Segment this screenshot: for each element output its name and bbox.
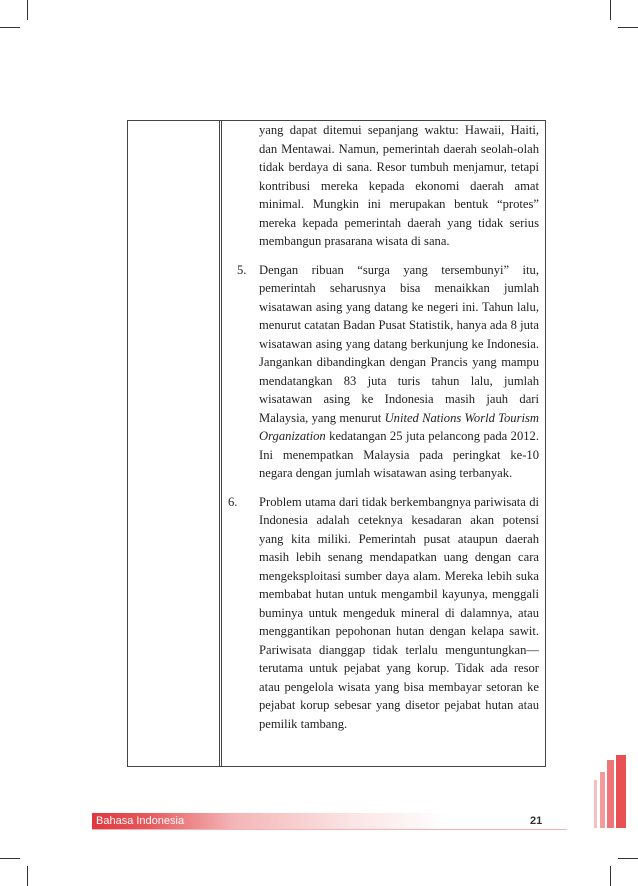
decorative-stripe xyxy=(594,780,597,828)
page-number: 21 xyxy=(530,815,543,827)
list-text xyxy=(259,261,539,483)
crop-mark xyxy=(610,866,611,886)
footer-line xyxy=(92,829,567,830)
column-divider xyxy=(219,121,220,766)
list-text: Problem utama dari tidak berkembangnya pariwisata di Indonesia adalah ceteknya kesadaran akan potensi yang kita miliki. Pemerintah pusat ataupun daerah masih lebih senang mendapatkan uang dengan cara mengeksploitasi sumber daya alam. Mereka lebih suka membabat hutan untuk mengambil kayunya, menggali buminya untuk mengeduk mineral di dalamnya, atau menggantikan pepohonan hutan dengan kelapa sawit. Pariwisata dianggap tidak terlalu menguntungkan—terutama untuk pejabat yang korup. Tidak ada resor atau pengelola wisata yang bisa membayar setoran ke pejabat korup sebesar yang disetor pejabat hutan atau pemilik tambang. xyxy=(259,494,539,731)
decorative-stripe xyxy=(616,755,626,828)
crop-mark xyxy=(0,27,20,28)
list-item-5 xyxy=(228,261,539,483)
crop-mark xyxy=(27,0,28,20)
book-title: Bahasa Indonesia xyxy=(96,815,185,827)
text-run: Dengan ribuan “surga yang tersembunyi” itu, pemerintah seharusnya bisa menaikkan jumlah wisatawan asing yang datang ke negeri ini. Tahun lalu, menurut catatan Badan Pusat Statistik, hanya ada 8 juta wisatawan asing yang datang berkunjung ke Indonesia. Jangankan dibandingkan dengan Prancis yang mampu mendatangkan 83 juta turis tahun lalu, jumlah wisatawan asing ke Indonesia masih jauh dari Malaysia, yang menurut xyxy=(259,262,539,425)
crop-mark xyxy=(618,27,638,28)
decorative-stripe xyxy=(607,760,614,828)
list-number: 5. xyxy=(237,262,247,277)
crop-mark xyxy=(610,0,611,20)
crop-mark xyxy=(0,858,20,859)
content-table xyxy=(127,120,546,767)
text-run: kedatangan 25 juta pelancong pada 2012. Ini menempatkan Malaysia pada peringkat ke-10 negara dengan jumlah wisatawan asing terbanyak. xyxy=(259,429,539,480)
continued-paragraph: yang dapat ditemui sepanjang waktu: Hawaii, Haiti, dan Mentawai. Namun, pemerintah daerah seolah-olah tidak berdaya di sana. Resor tumbuh menjamur, tetapi kontribusi mereka kepada ekonomi daerah amat minimal. Mungkin ini merupakan bentuk “protes” mereka kepada pemerintah daerah yang tidak serius membangun prasarana wisata di sana. xyxy=(259,123,539,248)
table-content-cell xyxy=(228,121,539,733)
decorative-stripe xyxy=(600,772,605,828)
column-divider xyxy=(221,121,222,766)
crop-mark xyxy=(618,858,638,859)
crop-mark xyxy=(27,866,28,886)
list-number: 6. xyxy=(228,494,238,509)
italic-org-name: United Nations World Tourism Organization xyxy=(259,410,539,443)
list-item-6 xyxy=(228,493,539,734)
